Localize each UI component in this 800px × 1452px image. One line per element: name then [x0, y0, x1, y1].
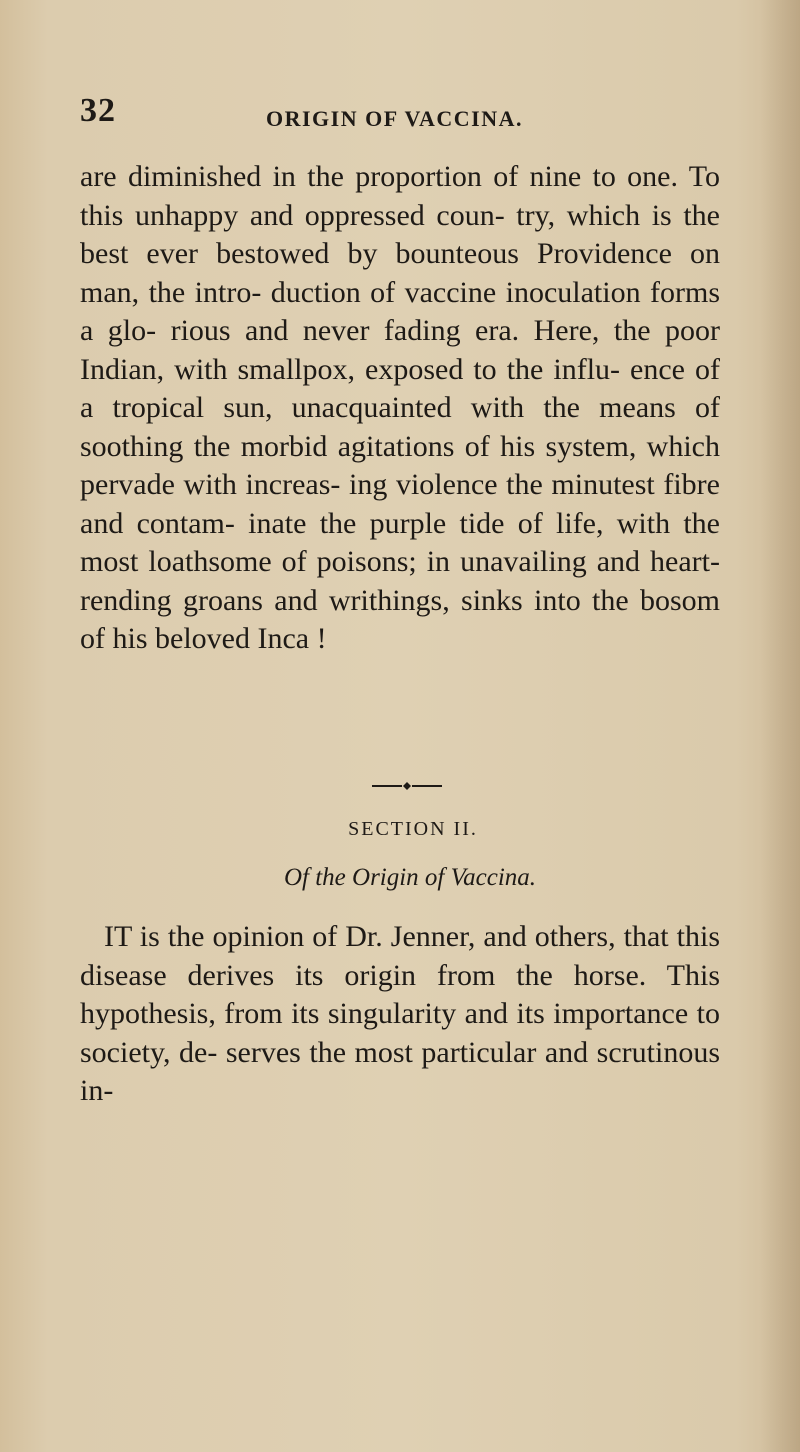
page-header: [80, 92, 720, 132]
ornament-diamond: [403, 782, 411, 790]
section-title: Of the Origin of Vaccina.: [283, 864, 537, 891]
paragraph-section-start: IT is the opinion of Dr. Jenner, and others, that this disease derives its origin from the horse. This hypothesis, from its singularity and its importance to society, de- serves the most particular and scrutinous in-: [80, 920, 720, 1107]
page-edge-shadow: [760, 0, 800, 1452]
ornamental-rule: [372, 782, 442, 790]
running-head: ORIGIN OF VACCINA.: [266, 106, 524, 131]
page-number: 32: [80, 92, 116, 129]
section-heading: SECTION II.: [348, 818, 478, 840]
paragraph-continuation: are diminished in the proportion of nine to one. To this unhappy and oppressed coun- try, which is the best ever bestowed by bounteous Providence on man, the intro- duction of vaccine inoculation forms a glo- rious and never fading era. Here, the poor Indian, with smallpox, exposed to the influ- ence of a tropical sun, unacquainted with the means of soothing the morbid agitations of his system, which pervade with increas- ing violence the minutest fibre and contam- inate the purple tide of life, with the most loathsome of poisons; in unavailing and heart-rending groans and writhings, sinks into the bosom of his beloved Inca !: [80, 160, 720, 655]
